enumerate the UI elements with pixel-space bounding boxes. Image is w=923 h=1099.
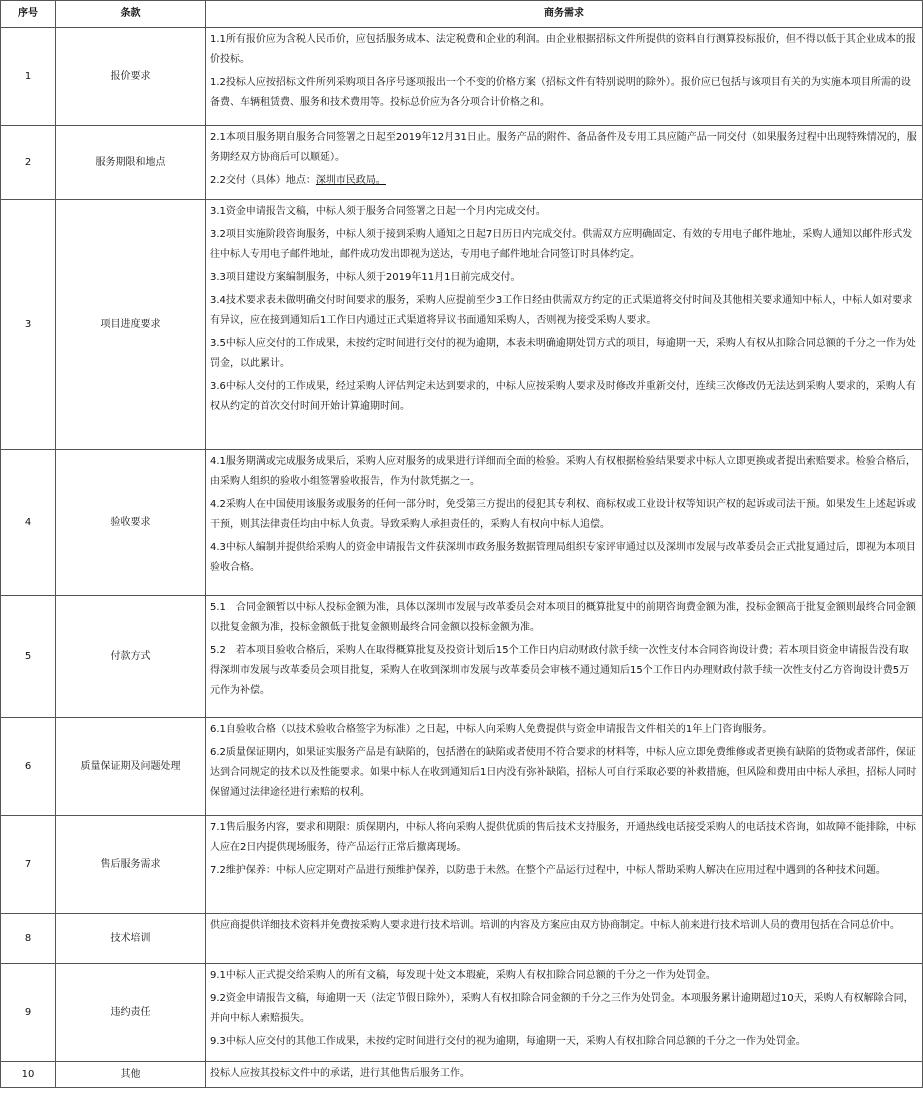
delivery-place-label: 2.2交付（具体）地点：	[210, 175, 316, 186]
requirement-item: 3.3项目建设方案编制服务，中标人须于2019年11月1日前完成交付。	[210, 272, 521, 283]
requirement-item: 3.6中标人交付的工作成果，经过采购人评估判定未达到要求的，中标人应按采购人要求及时修改并重新交付，连续三次修改仍无法达到采购人要求的，采购人有权从约定的首次交付时间开始计算逾期时间。	[210, 381, 916, 412]
requirement-item: 6.1自验收合格（以技术验收合格签字为标准）之日起，中标人向采购人免费提供与资金申请报告文件相关的1年上门咨询服务。	[210, 724, 773, 735]
row-clause: 报价要求	[56, 28, 206, 126]
table-row	[1, 718, 923, 816]
row-seq: 3	[1, 200, 56, 450]
header-row	[1, 1, 923, 28]
table-row	[1, 816, 923, 914]
header-requirement: 商务需求	[206, 1, 923, 28]
row-clause: 质量保证期及问题处理	[56, 718, 206, 816]
requirement-item: 2.1本项目服务期自服务合同签署之日起至2019年12月31日止。服务产品的附件、备品备件及专用工具应随产品一同交付（如果服务过程中出现特殊情况的，服务期经双方协商后可以顺延）。	[210, 132, 917, 163]
requirement-item: 5.2 若本项目验收合格后，采购人在取得概算批复及投资计划后15个工作日内启动财政付款手续一次性支付本合同咨询设计费；若本项目资金申请报告没有取得深圳市发展与改革委员会项目批复，采购人在收到深圳市发展与改革委员会审核不通过通知后15个工作日内办理财政付款手续一次性支付乙方咨询设计费5万元作为补偿。	[210, 645, 910, 696]
requirement-item: 9.2资金申请报告文稿，每逾期一天（法定节假日除外），采购人有权扣除合同金额的千分之三作为处罚金。本项服务累计逾期超过10天，采购人有权解除合同，并向中标人索赔损失。	[210, 993, 914, 1024]
requirement-item: 6.2质量保证期内，如果证实服务产品是有缺陷的，包括潜在的缺陷或者使用不符合要求的材料等，中标人应立即免费维修或者更换有缺陷的货物或者部件，保证达到合同规定的技术以及性能要求。如果中标人在收到通知后1日内没有弥补缺陷，招标人可自行采取必要的补救措施，但风险和费用由中标人承担，招标人同时保留通过法律途径进行索赔的权利。	[210, 747, 917, 798]
row-seq: 5	[1, 596, 56, 718]
row-seq: 9	[1, 964, 56, 1062]
table-row	[1, 1062, 923, 1088]
requirement-item: 4.1服务期满或完成服务成果后，采购人应对服务的成果进行详细而全面的检验。采购人有权根据检验结果要求中标人立即更换或者提出索赔要求。检验合格后，由采购人组织的验收小组签署验收报告，作为付款凭据之一。	[210, 456, 916, 487]
header-clause: 条款	[56, 1, 206, 28]
table-row	[1, 126, 923, 200]
row-clause: 服务期限和地点	[56, 126, 206, 200]
row-requirement	[206, 718, 923, 816]
requirement-item	[210, 171, 918, 191]
requirement-item: 7.2维护保养：中标人应定期对产品进行预维护保养，以防患于未然。在整个产品运行过程中，中标人帮助采购人解决在应用过程中遇到的各种技术问题。	[210, 865, 886, 876]
row-requirement	[206, 914, 923, 964]
row-requirement	[206, 126, 923, 200]
requirement-item: 3.5中标人应交付的工作成果，未按约定时间进行交付的视为逾期，本表未明确逾期处罚方式的项目，每逾期一天，采购人有权从扣除合同总额的千分之一作为处罚金，以此累计。	[210, 338, 916, 369]
requirement-item: 4.2采购人在中国使用该服务或服务的任何一部分时，免受第三方提出的侵犯其专利权、商标权或工业设计权等知识产权的起诉或司法干预。如果发生上述起诉或干预，则其法律责任均由中标人负责。导致采购人承担责任的，采购人有权向中标人追偿。	[210, 499, 916, 530]
row-seq: 2	[1, 126, 56, 200]
row-requirement	[206, 28, 923, 126]
row-seq: 8	[1, 914, 56, 964]
row-seq: 4	[1, 450, 56, 596]
table-row	[1, 28, 923, 126]
row-seq: 6	[1, 718, 56, 816]
requirement-item: 1.1所有报价应为含税人民币价，应包括服务成本、法定税费和企业的利润。由企业根据招标文件所提供的资料自行测算投标报价，但不得以低于其企业成本的报价投标。	[210, 34, 916, 65]
requirement-item: 5.1 合同金额暂以中标人投标金额为准，具体以深圳市发展与改革委员会对本项目的概算批复中的前期咨询费金额为准，投标金额高于批复金额则最终合同金额以批复金额为准，投标金额低于批复金额则最终合同金额以投标金额为准。	[210, 602, 916, 633]
row-clause: 验收要求	[56, 450, 206, 596]
table-row	[1, 596, 923, 718]
requirement-item: 9.3中标人应交付的其他工作成果，未按约定时间进行交付的视为逾期，每逾期一天，采购人有权扣除合同总额的千分之一作为处罚金。	[210, 1036, 806, 1047]
row-seq: 1	[1, 28, 56, 126]
row-clause: 项目进度要求	[56, 200, 206, 450]
delivery-place-value: 深圳市民政局。	[315, 175, 386, 186]
requirement-item: 3.2项目实施阶段咨询服务，中标人须于接到采购人通知之日起7日历日内完成交付。供需双方应明确固定、有效的专用电子邮件地址，采购人通知以邮件形式发往中标人专用电子邮件地址，邮件成功发出即视为送达，专用电子邮件地址合同签订时具体约定。	[210, 229, 913, 260]
row-clause: 售后服务需求	[56, 816, 206, 914]
requirement-item: 投标人应按其投标文件中的承诺，进行其他售后服务工作。	[210, 1068, 470, 1079]
row-clause: 技术培训	[56, 914, 206, 964]
row-clause: 付款方式	[56, 596, 206, 718]
row-requirement	[206, 200, 923, 450]
table-row	[1, 914, 923, 964]
table-row	[1, 450, 923, 596]
row-requirement	[206, 816, 923, 914]
requirement-item: 7.1售后服务内容，要求和期限：质保期内，中标人将向采购人提供优质的售后技术支持服务，开通热线电话接受采购人的电话技术咨询，如故障不能排除，中标人应在2日内提供现场服务，待产品运行正常后撤离现场。	[210, 822, 916, 853]
row-seq: 10	[1, 1062, 56, 1088]
row-requirement	[206, 1062, 923, 1088]
table-row	[1, 200, 923, 450]
row-clause: 其他	[56, 1062, 206, 1088]
row-seq: 7	[1, 816, 56, 914]
requirement-item: 9.1中标人正式提交给采购人的所有文稿，每发现十处文本瑕疵，采购人有权扣除合同总额的千分之一作为处罚金。	[210, 970, 716, 981]
header-seq: 序号	[1, 1, 56, 28]
row-requirement	[206, 596, 923, 718]
requirement-item: 4.3中标人编制并提供给采购人的资金申请报告文件获深圳市政务服务数据管理局组织专家评审通过以及深圳市发展与改革委员会正式批复通过后，即视为本项目验收合格。	[210, 542, 916, 573]
row-requirement	[206, 964, 923, 1062]
row-requirement	[206, 450, 923, 596]
table-row	[1, 964, 923, 1062]
requirement-item: 1.2投标人应按招标文件所列采购项目各序号逐项报出一个不变的价格方案（招标文件有特别说明的除外）。报价应已包括与该项目有关的为实施本项目所需的设备费、车辆租赁费、服务和技术费用等。投标总价应为各分项合计价格之和。	[210, 77, 911, 108]
requirement-item: 3.4技术要求表未做明确交付时间要求的服务，采购人应提前至少3工作日经由供需双方约定的正式渠道将交付时间及其他相关要求通知中标人，中标人如对要求有异议，应在接到通知后1工作日内通过正式渠道将异议书面通知采购人，否则视为接受采购人要求。	[210, 295, 913, 326]
requirement-item: 3.1资金申请报告文稿，中标人须于服务合同签署之日起一个月内完成交付。	[210, 206, 546, 217]
row-clause: 违约责任	[56, 964, 206, 1062]
requirement-item: 供应商提供详细技术资料并免费按采购人要求进行技术培训。培训的内容及方案应由双方协商制定。中标人前来进行技术培训人员的费用包括在合同总价中。	[210, 920, 900, 931]
